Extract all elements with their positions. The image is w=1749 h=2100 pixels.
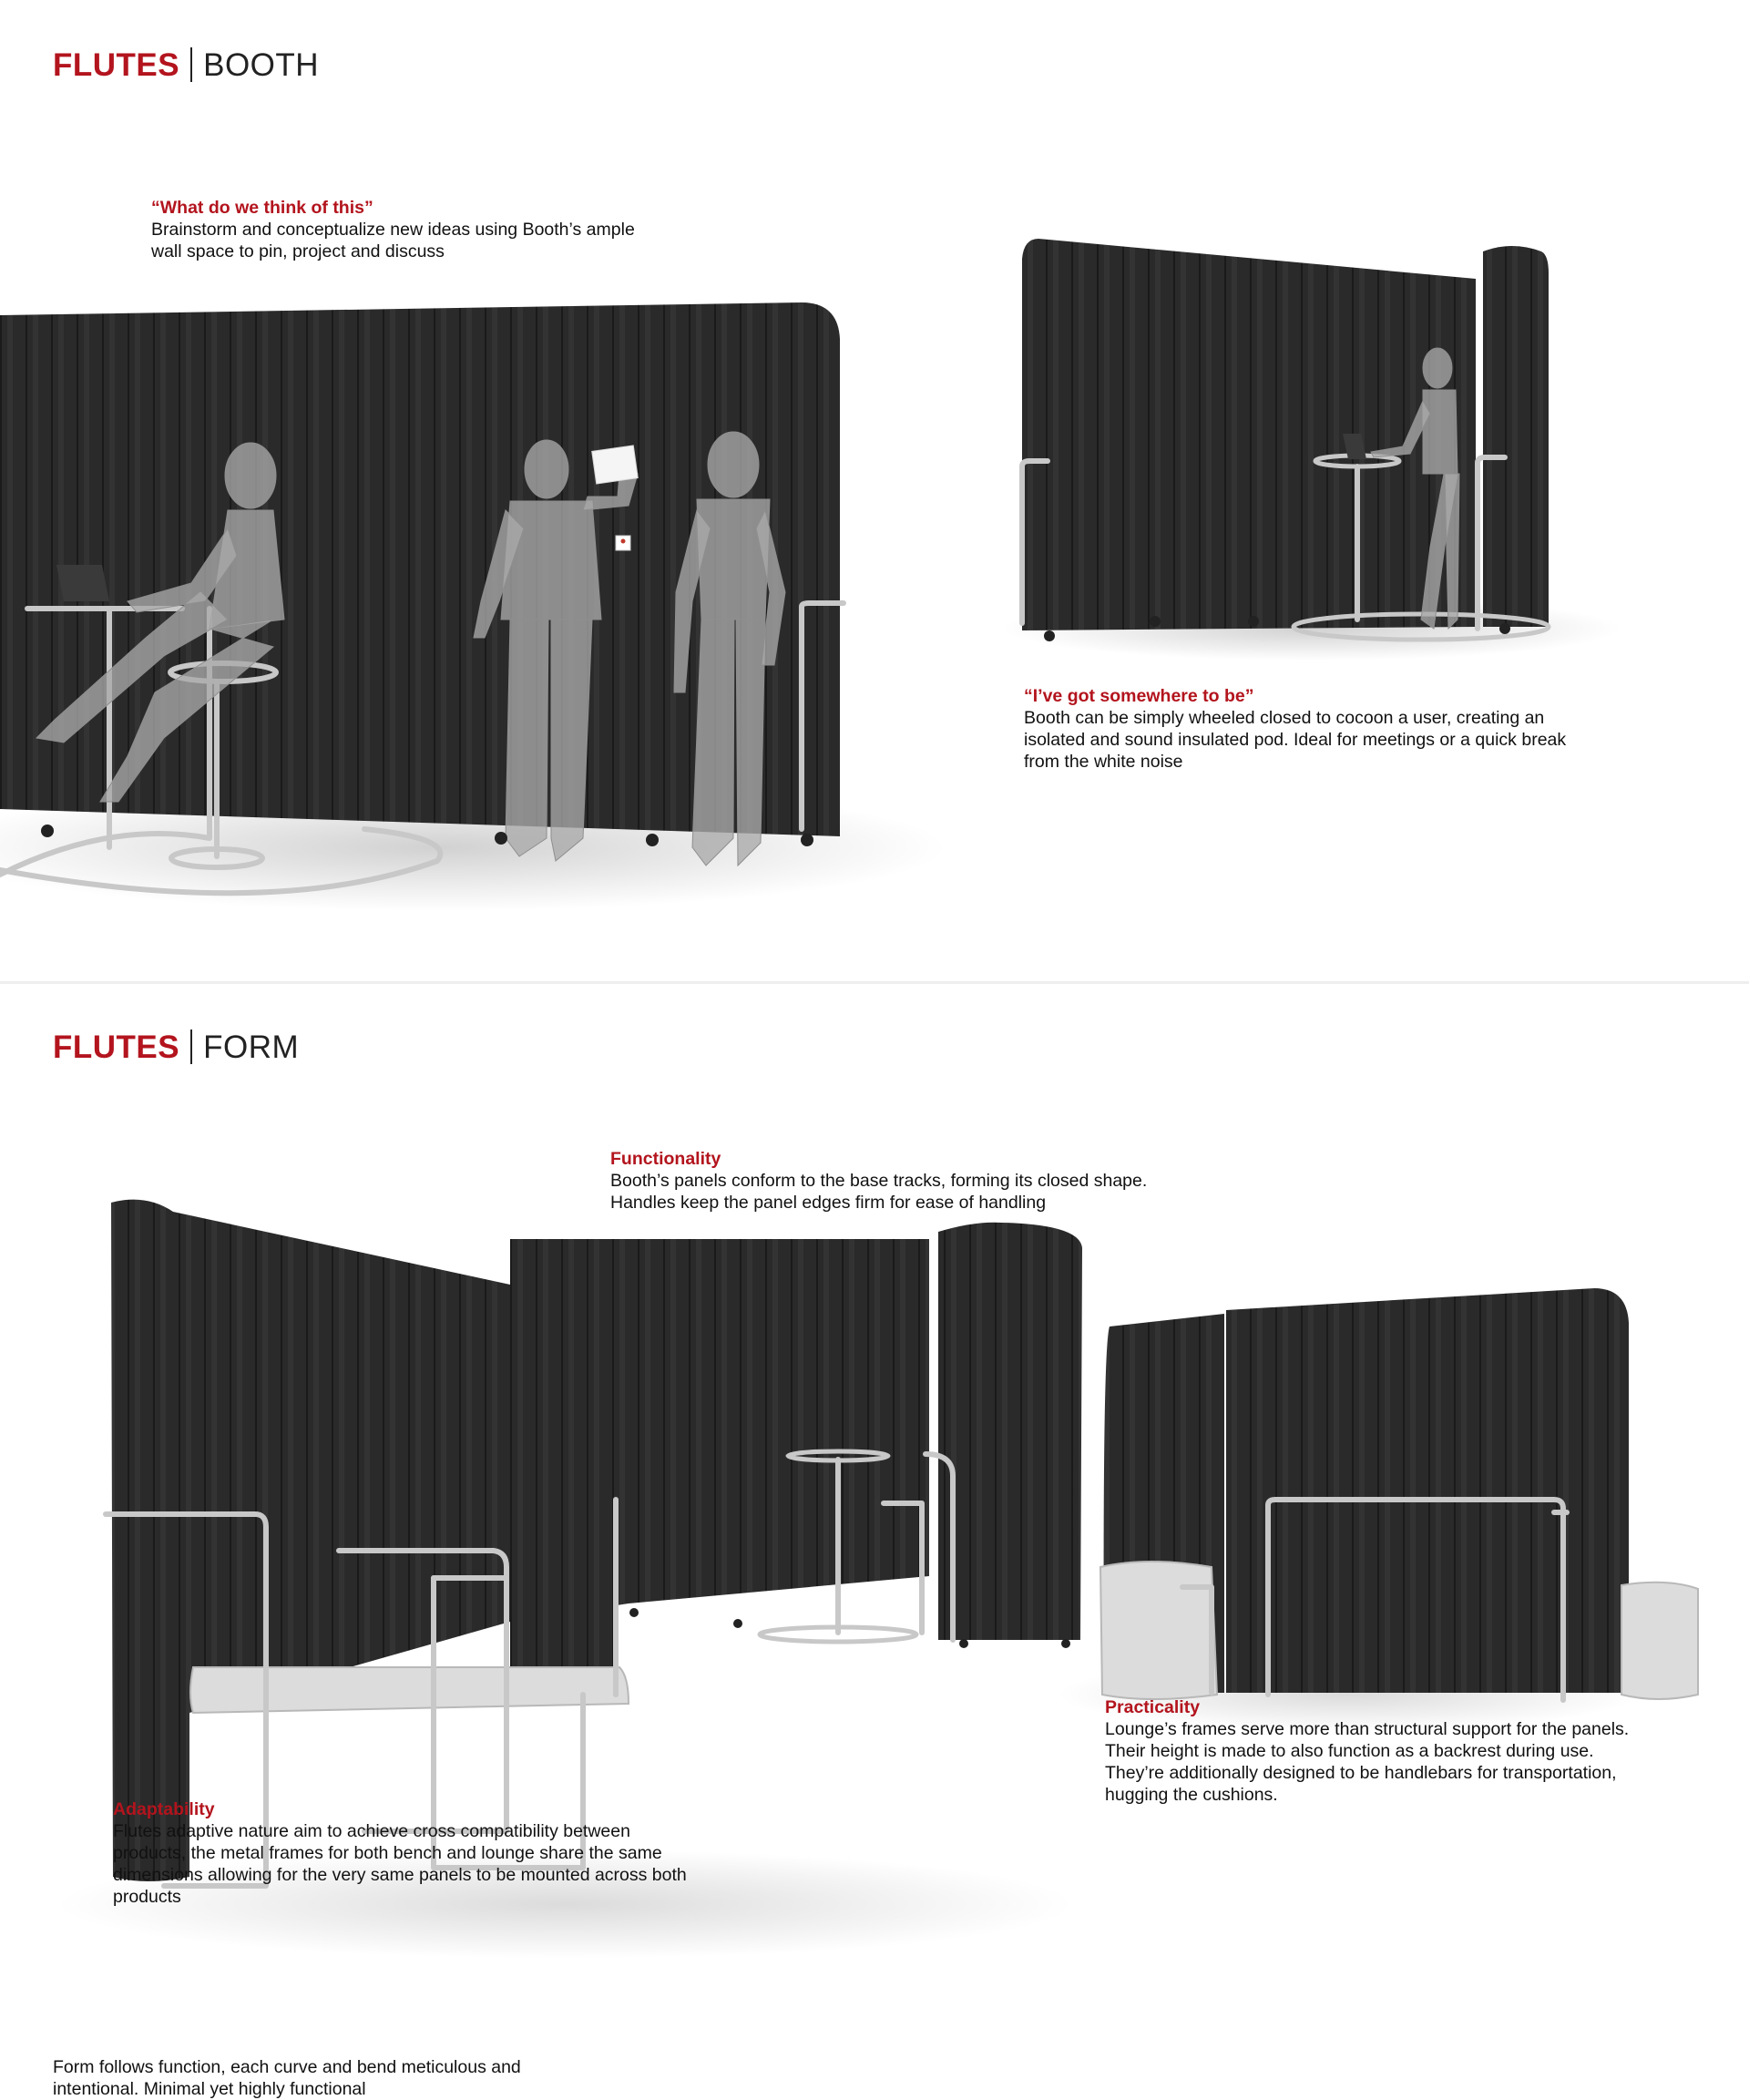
caption-functionality-body: Booth’s panels conform to the base tracks, forming its closed shape. Handles keep the panel edges firm for ease of handling <box>610 1171 1148 1213</box>
caption-adaptability <box>113 1798 696 1908</box>
booth-curved-panel <box>938 1223 1082 1640</box>
section-title: BOOTH <box>203 47 320 83</box>
caption-think <box>151 197 661 262</box>
booth-panel <box>0 0 1749 982</box>
caption-somewhere <box>1024 685 1570 773</box>
caption-functionality-title: Functionality <box>610 1149 721 1169</box>
caption-somewhere-body: Booth can be simply wheeled closed to cocoon a user, creating an isolated and sound insulated pod. Ideal for meetings or a quick break from the white noise <box>1024 708 1567 772</box>
booth-illustration <box>0 0 1749 982</box>
form-intro: Form follows function, each curve and bend meticulous and intentional. Minimal yet highly functional <box>53 2057 521 2099</box>
lounge-cushion-left <box>1100 1562 1217 1699</box>
bench-cushion <box>190 1667 629 1713</box>
caption-think-body: Brainstorm and conceptualize new ideas using Booth’s ample wall space to pin, project and discuss <box>151 220 635 261</box>
brand-title: FLUTES <box>53 47 180 83</box>
caption-adaptability-title: Adaptability <box>113 1799 215 1819</box>
caption-think-title: “What do we think of this” <box>151 198 373 218</box>
lounge-back-panel <box>1226 1288 1629 1693</box>
caption-practicality-title: Practicality <box>1105 1697 1201 1717</box>
caption-adaptability-body: Flutes adaptive nature aim to achieve cross compatibility between products, the metal frames for both bench and lounge share the same dimensions allowing for the very same panels to be mounted across both products <box>113 1821 687 1907</box>
closed-booth-side <box>1483 246 1549 627</box>
bench-side-panel <box>510 1285 616 1695</box>
caption-practicality <box>1105 1696 1633 1806</box>
lounge-cushion-right <box>1621 1583 1698 1699</box>
caption-practicality-body: Lounge’s frames serve more than structural support for the panels. Their height is made to also function as a backrest during use. They’re additionally designed to be handlebars for transportation, hugging the cushions. <box>1105 1719 1630 1805</box>
section-title: FORM <box>203 1030 300 1065</box>
bench-wall <box>111 1200 510 1881</box>
caption-somewhere-title: “I’ve got somewhere to be” <box>1024 686 1254 706</box>
brand-title: FLUTES <box>53 1030 180 1065</box>
form-panel <box>0 984 1749 2099</box>
caption-functionality <box>610 1148 1175 1214</box>
